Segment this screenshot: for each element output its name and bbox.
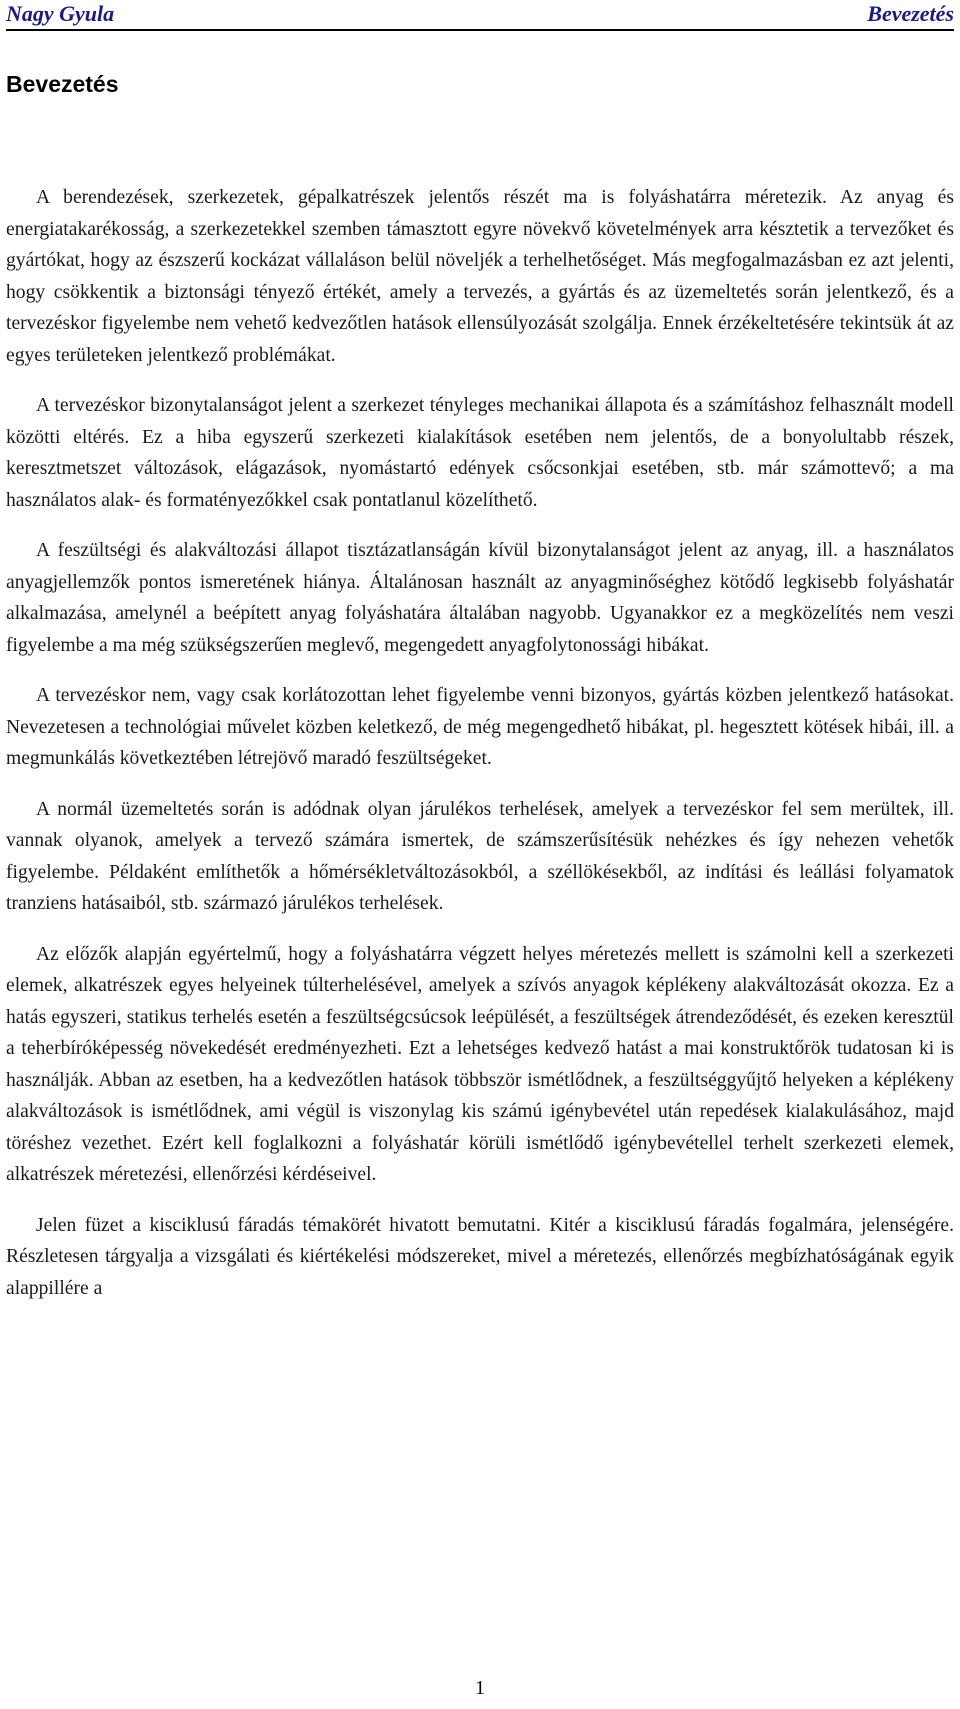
section-title: Bevezetés (6, 71, 119, 97)
paragraph-6: Az előzők alapján egyértelmű, hogy a folyáshatárra végzett helyes méretezés mellett is számolni kell a szerkezeti elemek, alkatrészek egyes helyeinek túlterhelésével, amelyek a szívós anyagok képlékeny alakváltozását okozza. Ez a hatás egyszeri, statikus terhelés esetén a feszültségcsúcsok leépülését, a feszültségek átrendeződését, és ezeken keresztül a teherbíróképesség növekedését eredményezheti. Ezt a lehetséges kedvező hatást a mai konstruktőrök tudatosan ki is használják. Abban az esetben, ha a kedvezőtlen hatások többször ismétlődnek, a feszültséggyűjtő helyeken a képlékeny alakváltozások is ismétlődnek, ami végül is viszonylag kis számú igénybevétel után repedések kialakulásához, majd töréshez vezethet. Ezért kell foglalkozni a folyáshatár körüli ismétlődő igénybevétellel terhelt szerkezeti elemek, alkatrészek méretezési, ellenőrzési kérdéseivel. (6, 943, 954, 1185)
header-author: Nagy Gyula (6, 1, 115, 26)
paragraph-7: Jelen füzet a kisciklusú fáradás témakörét hivatott bemutatni. Kitér a kisciklusú fáradás fogalmára, jelenségére. Részletesen tárgyalja a vizsgálati és kiértékelési módszereket, mivel a méretezés, ellenőrzés megbízhatóságának egyik alappillére a (6, 1214, 954, 1299)
header-chapter: Bevezetés (867, 1, 954, 26)
paragraph-3: A feszültségi és alakváltozási állapot tisztázatlanságán kívül bizonytalanságot jelent az anyag, ill. a használatos anyagjellemzők pontos ismeretének hiánya. Általánosan használt az anyagminőséghez kötődő legkisebb folyáshatár alkalmazása, amelynél a beépített anyag folyáshatára általában nagyobb. Ugyanakkor ez a megközelítés nem veszi figyelembe a ma még szükségszerűen meglevő, megengedett anyagfolytonossági hibákat. (6, 540, 954, 656)
document-page (6, 0, 954, 1709)
paragraph-4: A tervezéskor nem, vagy csak korlátozottan lehet figyelembe venni bizonyos, gyártás közben jelentkező hatásokat. Nevezetesen a technológiai művelet közben keletkező, de még megengedhető hibákat, pl. hegesztett kötések hibái, ill. a megmunkálás következtében létrejövő maradó feszültségeket. (6, 685, 954, 769)
page-number: 1 (475, 1677, 485, 1699)
paragraph-2: A tervezéskor bizonytalanságot jelent a szerkezet tényleges mechanikai állapota és a számításhoz felhasznált modell közötti eltérés. Ez a hiba egyszerű szerkezeti kialakítások esetében nem jelentős, de a bonyolultabb részek, keresztmetszet változások, elágazások, nyomástartó edények csőcsonkjai esetében, stb. már számottevő; a ma használatos alak- és formatényezőkkel csak pontatlanul közelíthető. (6, 395, 954, 511)
paragraph-1: A berendezések, szerkezetek, gépalkatrészek jelentős részét ma is folyáshatárra méretezik. Az anyag és energiatakarékosság, a szerkezetekkel szemben támasztott egyre növekvő követelmények arra késztetik a tervezőket és gyártókat, hogy az észszerű kockázat vállaláson belül növeljék a terhelhetőséget. Más megfogalmazásban ez azt jelenti, hogy csökkentik a biztonsági tényező értékét, amely a tervezés, a gyártás és az üzemeltetés során jelentkező, és a tervezéskor figyelembe nem vehető kedvezőtlen hatások ellensúlyozását szolgálja. Ennek érzékeltetésére tekintsük át az egyes területeken jelentkező problémákat. (6, 187, 954, 366)
body-text (6, 182, 954, 1323)
running-header (6, 0, 954, 31)
paragraph-5: A normál üzemeltetés során is adódnak olyan járulékos terhelések, amelyek a tervezéskor fel sem merültek, ill. vannak olyanok, amelyek a tervező számára ismertek, de számszerűsítésük nehézkes és így nehezen vehetők figyelembe. Példaként említhetők a hőmérsékletváltozásokból, a széllökésekből, az indítási és leállási folyamatok tranziens hatásaiból, stb. származó járulékos terhelések. (6, 798, 954, 914)
